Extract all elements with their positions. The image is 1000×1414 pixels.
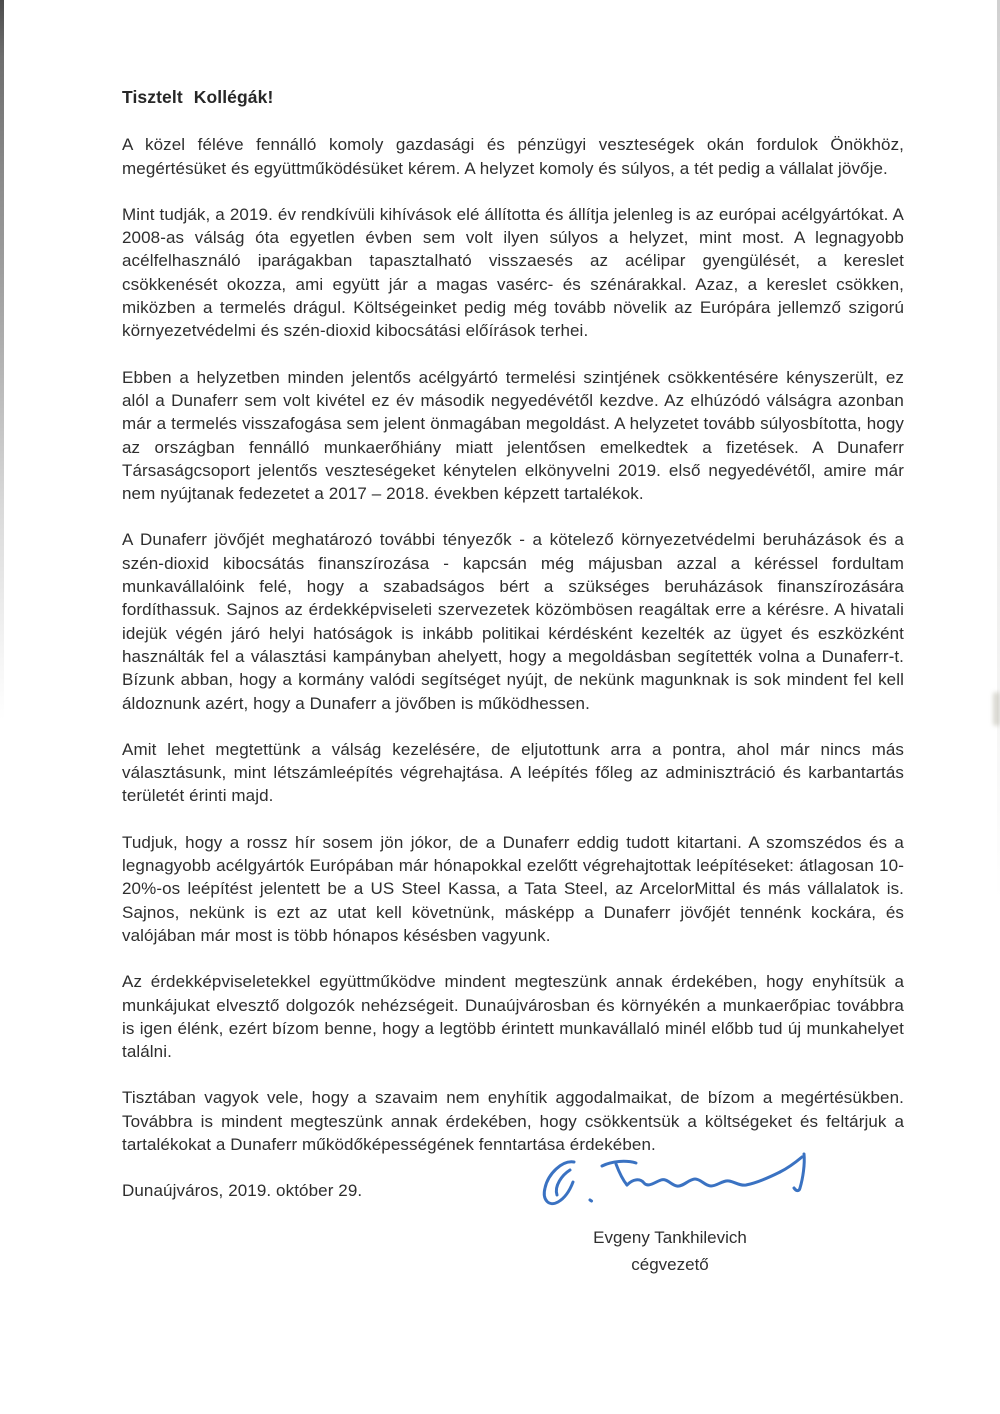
signatory-name: Evgeny Tankhilevich [593,1228,747,1247]
paragraph-1: A közel féléve fennálló komoly gazdasági és pénzügyi veszteségek okán fordulok Önökhöz, megértésüket és együttműködésüket kérem. A helyzet komoly és súlyos, a tét pedig a vállalat jövője. [122,135,904,178]
scan-artifact-right-smudge [993,692,1000,726]
letter-body [122,86,904,1203]
signatory-block [540,1224,800,1278]
scan-artifact-left-edge [0,0,4,720]
paragraph-6: Tudjuk, hogy a rossz hír sosem jön jókor, de a Dunaferr eddig tudott kitartani. A szomszédos és a legnagyobb acélgyártók Európában már hónapokkal ezelőtt végrehajtottak leépítéseket: átlagosan 10-20%-os leépítést jelentett be a US Steel Kassa, a Tata Steel, az ArcelorMittal és más vállalatok is. Sajnos, nekünk is ezt az utat kell követnünk, másképp a Dunaferr jövőjét tennénk kockára, és valójában már most is több hónapos késésben vagyunk. [122,832,904,945]
paragraph-7: Az érdekképviseletekkel együttműködve mindent megteszünk annak érdekében, hogy enyhítsük a munkájukat elvesztő dolgozók nehézségeit. Dunaújvárosban és környékén a munkaerőpiac továbbra is igen élénk, ezért bízom benne, hogy a legtöbb érintett munkavállaló minél előbb tud új munkahelyet találni. [122,972,904,1062]
signature-handwriting [532,1148,822,1220]
paragraph-8: Tisztában vagyok vele, hogy a szavaim nem enyhítik aggodalmaikat, de bízom a megértésükben. Továbbra is mindent megteszünk annak érdekében, hogy csökkentsük a költségeket és feltárjuk a tartalékokat a Dunaferr működőképességének fenntartása érdekében. [122,1088,904,1154]
paragraph-3: Ebben a helyzetben minden jelentős acélgyártó termelési szintjének csökkentésére kényszerült, ez alól a Dunaferr sem volt kivétel ez év második negyedévétől kezdve. Az elhúzódó válságra azonban már a termelés visszafogása sem jelent önmagában megoldást. A helyzetet tovább súlyosbította, hogy az országban fennálló munkaerőhiány miatt jelentősen emelkedtek a fizetések. A Dunaferr Társaságcsoport jelentős veszteségeket kénytelen elkönyvelni 2019. első negyedévétől, amire már nem nyújtanak fedezetet a 2017 – 2018. években képzett tartalékok. [122,367,904,504]
dateline: Dunaújváros, 2019. október 29. [122,1181,363,1201]
signatory-title: cégvezető [631,1255,709,1274]
paragraph-4: A Dunaferr jövőjét meghatározó további tényezők - a kötelező környezetvédelmi beruházások és a szén-dioxid kibocsátás finanszírozása - kapcsán még májusban azzal a kéréssel fordultam munkavállalóink felé, hogy a szabadságos bért a szükséges beruházások finanszírozására fordíthassuk. Sajnos az érdekképviseleti szervezetek közömbösen reagáltak erre a kérésre. A hivatali idejük végén járó helyi hatóságok is inkább politikai kérdésként kezelték az ügyet és eszközként használták fel a választási kampányban ahelyett, hogy a megoldásban segítették volna a Dunaferr-t. Bízunk abban, hogy a kormány valódi segítséget nyújt, de nekünk magunknak is sok mindent fel kell áldoznunk azért, hogy a Dunaferr a jövőben is működhessen. [122,530,904,713]
paragraph-5: Amit lehet megtettünk a válság kezelésére, de eljutottunk arra a pontra, ahol már nincs más választásunk, mint létszámleépítés végrehajtása. A leépítés főleg az adminisztráció és karbantartás területét érinti majd. [122,739,904,806]
salutation: Tisztelt Kollégák! [122,87,274,107]
paragraph-2: Mint tudják, a 2019. év rendkívüli kihívások elé állította és állítja jelenleg is az európai acélgyártókat. A 2008-as válság óta egyetlen évben sem volt ilyen súlyos a helyzet, mint most. A legnagyobb acélfelhasználó iparágakban tapasztalható visszaesés az acélipar gyengülését, a kereslet csökkenését okozza, ami együtt jár a magas vasérc- és szénárakkal. Azaz, a kereslet csökken, miközben a termelés drágul. Költségeinket pedig még tovább növelik az Európára jellemző szigorú környezetvédelmi és szén-dioxid kibocsátási előírások terhei. [122,204,904,341]
